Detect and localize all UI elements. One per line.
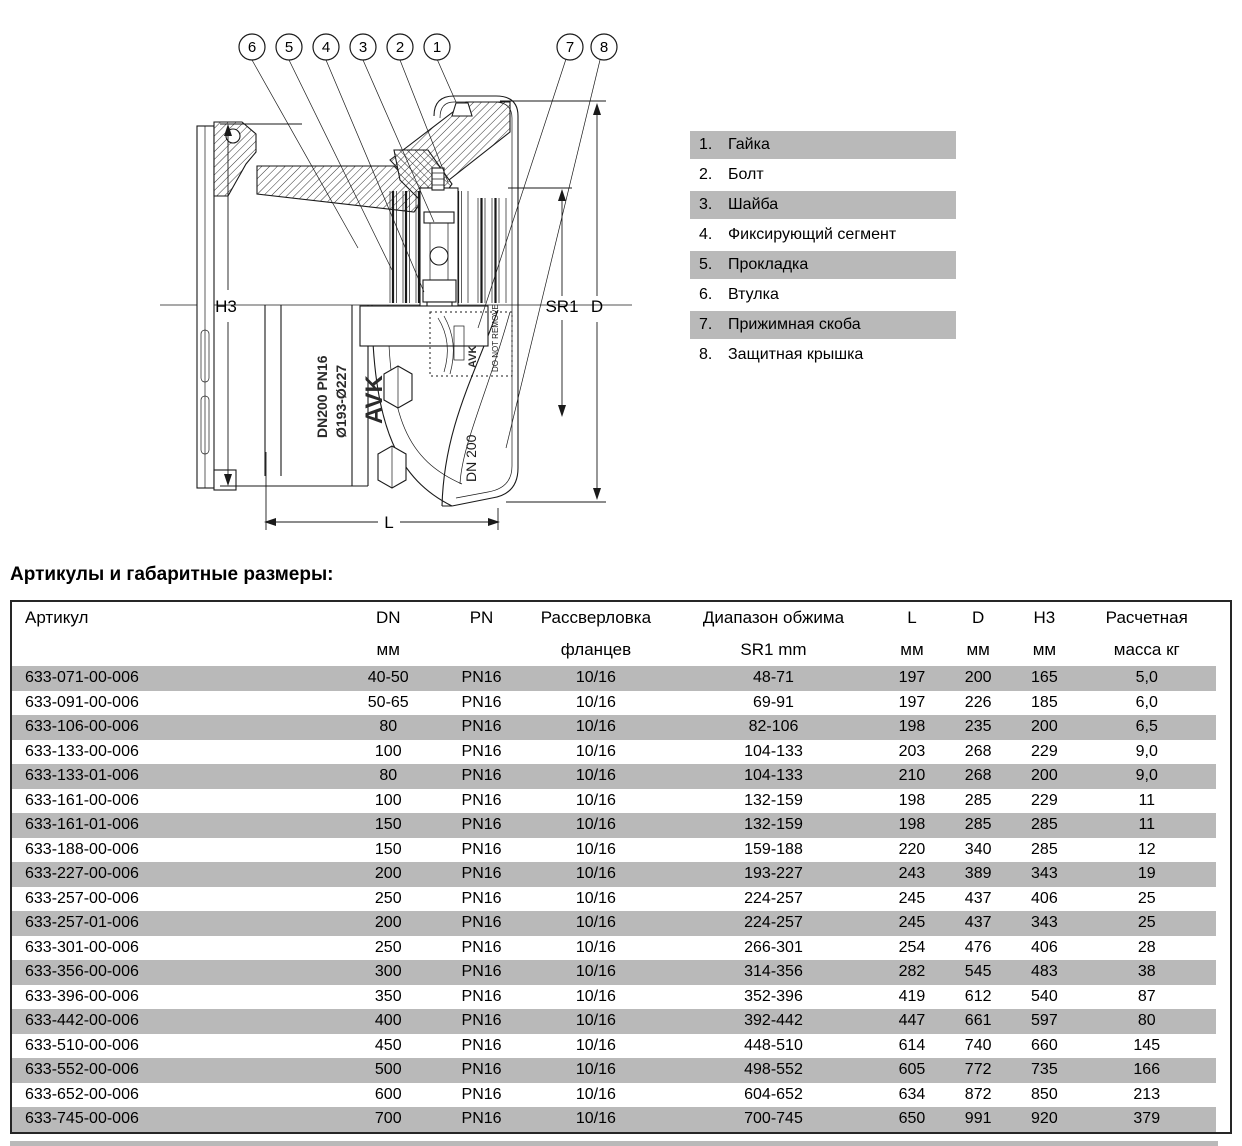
next-table-sliver	[10, 1141, 1218, 1146]
svg-text:D: D	[590, 297, 604, 316]
value-cell: 80	[379, 718, 398, 736]
value-cell: 437	[964, 889, 992, 907]
value-cell: 150	[374, 816, 402, 834]
nut	[452, 103, 472, 116]
callout-1	[424, 34, 450, 60]
svg-text:6: 6	[247, 39, 257, 56]
value-cell: 226	[964, 693, 992, 711]
do-not-remove-label: DO NOT REMOVE	[491, 304, 500, 372]
dn-200-label: DN 200	[463, 434, 479, 482]
value-cell: PN16	[461, 1036, 502, 1054]
callout-2	[387, 34, 413, 60]
table-row	[12, 764, 1216, 789]
dims-table-body	[12, 666, 1216, 1132]
value-cell: 872	[964, 1085, 992, 1103]
value-cell: 343	[1031, 865, 1058, 883]
value-cell: 285	[1031, 816, 1058, 834]
value-cell: 389	[964, 865, 992, 883]
value-cell: 379	[1133, 1110, 1161, 1128]
value-cell: PN16	[461, 963, 502, 981]
column-header: L мм	[900, 608, 924, 659]
value-cell: 10/16	[575, 914, 616, 932]
dimensions-table	[12, 602, 1216, 1132]
value-cell: 300	[374, 963, 402, 981]
legend-item-label: Втулка	[728, 286, 779, 303]
table-row	[12, 862, 1216, 887]
article-cell: 633-745-00-006	[25, 1110, 139, 1128]
parts-legend	[690, 131, 956, 371]
article-cell: 633-396-00-006	[25, 987, 139, 1005]
table-row	[12, 838, 1216, 863]
value-cell: 10/16	[575, 938, 616, 956]
svg-text:SR1: SR1	[545, 297, 579, 316]
legend-item-label: Болт	[728, 166, 764, 183]
value-cell: 419	[898, 987, 926, 1005]
value-cell: 740	[964, 1036, 992, 1054]
value-cell: 340	[964, 840, 992, 858]
value-cell: PN16	[461, 1110, 502, 1128]
svg-text:7: 7	[565, 39, 575, 56]
value-cell: 476	[964, 938, 992, 956]
column-header: Расчетная масса кг	[1105, 608, 1188, 659]
value-cell: PN16	[461, 742, 502, 760]
value-cell: 406	[1031, 938, 1058, 956]
value-cell: 650	[898, 1110, 926, 1128]
value-cell: PN16	[461, 1012, 502, 1030]
value-cell: 203	[898, 742, 926, 760]
marking-plate	[360, 306, 488, 346]
value-cell: 735	[1031, 1061, 1058, 1079]
value-cell: 540	[1031, 987, 1058, 1005]
value-cell: 700	[374, 1110, 402, 1128]
value-cell: 197	[898, 693, 926, 711]
dimension-sr1	[508, 188, 579, 417]
legend-item-number: 6.	[699, 286, 713, 303]
value-cell: 213	[1133, 1085, 1161, 1103]
value-cell: 166	[1133, 1061, 1161, 1079]
value-cell: 185	[1031, 693, 1058, 711]
legend-item-label: Гайка	[728, 136, 770, 153]
callout-4	[313, 34, 339, 60]
value-cell: 82-106	[748, 718, 799, 736]
value-cell: 224-257	[744, 889, 803, 907]
value-cell: 614	[898, 1036, 926, 1054]
value-cell: 268	[964, 742, 992, 760]
value-cell: 448-510	[744, 1036, 803, 1054]
value-cell: PN16	[461, 1061, 502, 1079]
table-row	[12, 789, 1216, 814]
legend-item	[690, 251, 956, 279]
value-cell: 245	[898, 889, 926, 907]
value-cell: 132-159	[744, 816, 803, 834]
value-cell: 87	[1137, 987, 1156, 1005]
value-cell: 920	[1031, 1110, 1058, 1128]
value-cell: PN16	[461, 889, 502, 907]
value-cell: 165	[1031, 669, 1058, 687]
value-cell: 48-71	[753, 669, 794, 687]
table-row	[12, 985, 1216, 1010]
value-cell: 198	[898, 816, 926, 834]
value-cell: 597	[1031, 1012, 1058, 1030]
value-cell: 612	[964, 987, 992, 1005]
value-cell: 145	[1133, 1036, 1161, 1054]
legend-item-number: 4.	[699, 226, 713, 243]
value-cell: PN16	[461, 1085, 502, 1103]
svg-text:3: 3	[358, 39, 368, 56]
value-cell: 10/16	[575, 865, 616, 883]
callout-6	[239, 34, 265, 60]
legend-item	[690, 131, 956, 159]
article-cell: 633-257-00-006	[25, 889, 139, 907]
value-cell: 80	[379, 767, 398, 785]
value-cell: 19	[1137, 865, 1156, 883]
value-cell: 10/16	[575, 1061, 616, 1079]
value-cell: 10/16	[575, 791, 616, 809]
value-cell: 50-65	[367, 693, 409, 711]
svg-text:4: 4	[321, 39, 331, 56]
value-cell: 10/16	[575, 840, 616, 858]
value-cell: 69-91	[753, 693, 794, 711]
value-cell: 10/16	[575, 816, 616, 834]
value-cell: 10/16	[575, 1036, 616, 1054]
article-cell: 633-188-00-006	[25, 840, 139, 858]
value-cell: PN16	[461, 718, 502, 736]
value-cell: 447	[898, 1012, 926, 1030]
value-cell: PN16	[461, 914, 502, 932]
legend-item-label: Шайба	[728, 196, 779, 213]
dimensions-table-wrap	[10, 600, 1232, 1134]
value-cell: 268	[964, 767, 992, 785]
value-cell: 159-188	[744, 840, 803, 858]
table-header-row	[12, 602, 1216, 666]
value-cell: 200	[1031, 767, 1058, 785]
table-row	[12, 887, 1216, 912]
table-row	[12, 1083, 1216, 1108]
avk-logo: AVK	[361, 375, 388, 424]
value-cell: 700-745	[744, 1110, 803, 1128]
svg-text:2: 2	[395, 39, 405, 56]
value-cell: 200	[374, 865, 402, 883]
value-cell: 210	[898, 767, 926, 785]
value-cell: 6,5	[1135, 718, 1158, 736]
value-cell: 600	[374, 1085, 402, 1103]
svg-text:8: 8	[599, 39, 609, 56]
value-cell: PN16	[461, 816, 502, 834]
table-row	[12, 960, 1216, 985]
value-cell: 25	[1137, 889, 1156, 907]
column-header: H3 мм	[1032, 608, 1057, 659]
legend-item-number: 7.	[699, 316, 713, 333]
value-cell: 604-652	[744, 1085, 803, 1103]
svg-text:L: L	[384, 513, 394, 532]
column-header: DN мм	[375, 608, 401, 659]
value-cell: 200	[1031, 718, 1058, 736]
value-cell: 11	[1138, 791, 1156, 809]
value-cell: 406	[1031, 889, 1058, 907]
table-row	[12, 666, 1216, 691]
legend-item	[690, 281, 956, 309]
value-cell: 500	[374, 1061, 402, 1079]
value-cell: 10/16	[575, 718, 616, 736]
value-cell: 437	[964, 914, 992, 932]
callout-7	[557, 34, 583, 60]
article-cell: 633-257-01-006	[25, 914, 139, 932]
callout-8	[591, 34, 617, 60]
value-cell: 150	[374, 840, 402, 858]
value-cell: 6,0	[1135, 693, 1158, 711]
value-cell: 661	[964, 1012, 992, 1030]
value-cell: 12	[1137, 840, 1156, 858]
value-cell: 450	[374, 1036, 402, 1054]
value-cell: 132-159	[744, 791, 803, 809]
value-cell: 991	[964, 1110, 992, 1128]
table-row	[12, 1034, 1216, 1059]
value-cell: 10/16	[575, 963, 616, 981]
callout-3	[350, 34, 376, 60]
svg-text:H3: H3	[215, 297, 237, 316]
value-cell: 198	[898, 791, 926, 809]
value-cell: 285	[964, 791, 992, 809]
value-cell: 200	[374, 914, 402, 932]
value-cell: 498-552	[744, 1061, 803, 1079]
value-cell: PN16	[461, 693, 502, 711]
value-cell: 400	[374, 1012, 402, 1030]
value-cell: 10/16	[575, 1085, 616, 1103]
value-cell: PN16	[461, 791, 502, 809]
table-row	[12, 911, 1216, 936]
column-header: Диапазон обжима SR1 mm	[702, 608, 845, 659]
table-row	[12, 715, 1216, 740]
value-cell: 10/16	[575, 987, 616, 1005]
value-cell: 100	[374, 742, 402, 760]
article-cell: 633-133-01-006	[25, 767, 139, 785]
svg-text:5: 5	[284, 39, 294, 56]
value-cell: PN16	[461, 840, 502, 858]
value-cell: 250	[374, 889, 402, 907]
value-cell: 314-356	[744, 963, 803, 981]
legend-item-number: 8.	[699, 346, 713, 363]
value-cell: 38	[1137, 963, 1156, 981]
value-cell: 104-133	[744, 767, 803, 785]
article-cell: 633-133-00-006	[25, 742, 139, 760]
value-cell: 545	[964, 963, 992, 981]
value-cell: 266-301	[744, 938, 803, 956]
legend-item	[690, 221, 956, 249]
legend-item-number: 1.	[699, 136, 713, 153]
value-cell: 10/16	[575, 1110, 616, 1128]
marking-dn-pn: DN200 PN16	[314, 355, 330, 438]
legend-item-label: Фиксирующий сегмент	[728, 226, 897, 243]
value-cell: 25	[1137, 914, 1156, 932]
value-cell: 10/16	[575, 669, 616, 687]
value-cell: PN16	[461, 669, 502, 687]
value-cell: 200	[964, 669, 992, 687]
table-row	[12, 813, 1216, 838]
legend-item-label: Прокладка	[728, 256, 809, 273]
value-cell: PN16	[461, 865, 502, 883]
detail-avk-logo: AVK	[467, 345, 479, 368]
value-cell: 285	[1031, 840, 1058, 858]
value-cell: 605	[898, 1061, 926, 1079]
value-cell: 80	[1137, 1012, 1156, 1030]
value-cell: 229	[1031, 791, 1058, 809]
value-cell: 235	[964, 718, 992, 736]
value-cell: 197	[898, 669, 926, 687]
article-cell: 633-301-00-006	[25, 938, 139, 956]
legend-item-label: Защитная крышка	[728, 346, 864, 363]
value-cell: 9,0	[1135, 742, 1158, 760]
article-cell: 633-356-00-006	[25, 963, 139, 981]
value-cell: 245	[898, 914, 926, 932]
value-cell: PN16	[461, 938, 502, 956]
value-cell: 285	[964, 816, 992, 834]
article-cell: 633-442-00-006	[25, 1012, 139, 1030]
table-row	[12, 1009, 1216, 1034]
value-cell: 350	[374, 987, 402, 1005]
value-cell: 343	[1031, 914, 1058, 932]
value-cell: 10/16	[575, 889, 616, 907]
table-row	[12, 740, 1216, 765]
value-cell: 9,0	[1135, 767, 1158, 785]
article-cell: 633-510-00-006	[25, 1036, 139, 1054]
value-cell: 100	[374, 791, 402, 809]
value-cell: 282	[898, 963, 926, 981]
callout-5	[276, 34, 302, 60]
value-cell: 392-442	[744, 1012, 803, 1030]
value-cell: 634	[898, 1085, 926, 1103]
legend-item	[690, 341, 956, 369]
legend-item	[690, 161, 956, 189]
value-cell: 5,0	[1135, 669, 1158, 687]
value-cell: 352-396	[744, 987, 803, 1005]
value-cell: 483	[1031, 963, 1058, 981]
column-header: Рассверловка фланцев	[540, 608, 652, 659]
value-cell: 40-50	[367, 669, 409, 687]
value-cell: 250	[374, 938, 402, 956]
value-cell: 28	[1137, 938, 1156, 956]
table-title: Артикулы и габаритные размеры:	[10, 564, 334, 585]
value-cell: 11	[1138, 816, 1156, 834]
article-cell: 633-227-00-006	[25, 865, 139, 883]
value-cell: PN16	[461, 767, 502, 785]
article-cell: 633-091-00-006	[25, 693, 139, 711]
value-cell: 10/16	[575, 693, 616, 711]
value-cell: 660	[1031, 1036, 1058, 1054]
legend-item-number: 2.	[699, 166, 713, 183]
legend-item	[690, 311, 956, 339]
table-row	[12, 936, 1216, 961]
article-cell: 633-071-00-006	[25, 669, 139, 687]
marking-size: Ø193-Ø227	[333, 364, 349, 438]
value-cell: 850	[1031, 1085, 1058, 1103]
article-cell: 633-161-01-006	[25, 816, 139, 834]
article-cell: 633-652-00-006	[25, 1085, 139, 1103]
value-cell: 10/16	[575, 742, 616, 760]
value-cell: 254	[898, 938, 926, 956]
technical-drawing	[0, 0, 660, 558]
table-row	[12, 1058, 1216, 1083]
value-cell: 104-133	[744, 742, 803, 760]
column-header: D мм	[966, 608, 990, 659]
value-cell: 772	[964, 1061, 992, 1079]
article-cell: 633-161-00-006	[25, 791, 139, 809]
article-cell: 633-552-00-006	[25, 1061, 139, 1079]
value-cell: 243	[898, 865, 926, 883]
legend-item-number: 5.	[699, 256, 713, 273]
svg-text:1: 1	[432, 39, 442, 56]
value-cell: 224-257	[744, 914, 803, 932]
value-cell: 10/16	[575, 1012, 616, 1030]
value-cell: 229	[1031, 742, 1058, 760]
value-cell: 198	[898, 718, 926, 736]
table-row	[12, 1107, 1216, 1132]
bolt-assembly	[420, 168, 458, 309]
legend-item-label: Прижимная скоба	[728, 316, 861, 333]
legend-item	[690, 191, 956, 219]
value-cell: 193-227	[744, 865, 803, 883]
value-cell: PN16	[461, 987, 502, 1005]
article-cell: 633-106-00-006	[25, 718, 139, 736]
value-cell: 220	[898, 840, 926, 858]
column-header: Артикул	[25, 608, 89, 627]
column-header: PN	[469, 608, 494, 627]
legend-item-number: 3.	[699, 196, 713, 213]
value-cell: 10/16	[575, 767, 616, 785]
table-row	[12, 691, 1216, 716]
